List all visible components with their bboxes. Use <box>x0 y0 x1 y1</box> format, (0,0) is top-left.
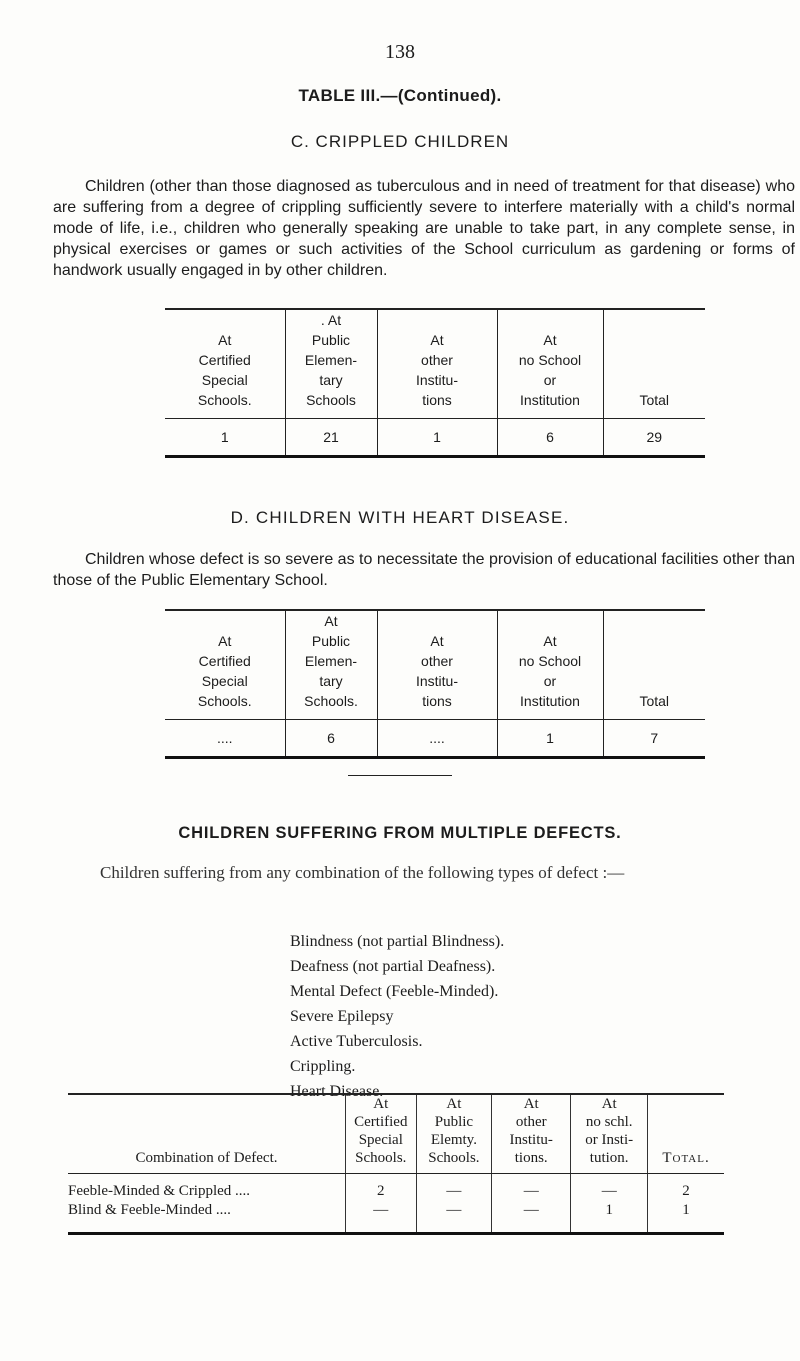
header-line: tution. <box>589 1150 629 1166</box>
header-line: Elemty. <box>430 1132 477 1148</box>
header-line: At <box>373 1096 389 1112</box>
header-line: Combination of Defect. <box>135 1150 278 1166</box>
header-line: Institution <box>520 693 580 709</box>
header-line: Public <box>311 332 351 348</box>
header-line: other <box>421 352 453 368</box>
table-cell: 21 <box>285 419 377 457</box>
table-cell: — <box>492 1174 571 1202</box>
header-line: Total <box>639 392 670 408</box>
multiple-defects-heading: CHILDREN SUFFERING FROM MULTIPLE DEFECTS. <box>178 824 622 842</box>
header-line: other <box>515 1114 547 1130</box>
header-line: Institution <box>520 392 580 408</box>
table-cell: 2 <box>345 1174 416 1202</box>
header-line: Elemen- <box>304 352 358 368</box>
column-header <box>345 1094 416 1174</box>
table-cell: 1 <box>648 1201 724 1234</box>
header-line: Schools. <box>304 693 358 709</box>
header-line: Special <box>201 673 248 689</box>
header-line: no School <box>518 352 582 368</box>
table-cell: 2 <box>648 1174 724 1202</box>
table-cell: 1 <box>571 1201 648 1234</box>
crippled-children-table <box>165 308 705 458</box>
header-line: Certified <box>354 1114 408 1130</box>
table-cell: — <box>345 1201 416 1234</box>
table-cell: 6 <box>497 419 603 457</box>
table-cell: 1 <box>497 720 603 758</box>
column-header <box>497 309 603 419</box>
table-cell: 7 <box>603 720 705 758</box>
header-line: Total. <box>662 1150 710 1166</box>
header-line: Schools <box>306 392 356 408</box>
column-header <box>377 309 497 419</box>
header-line: At <box>430 332 444 348</box>
header-line: At <box>543 633 557 649</box>
column-header <box>416 1094 491 1174</box>
header-line: tions <box>422 392 452 408</box>
header-line: no schl. <box>585 1114 633 1130</box>
column-header <box>377 610 497 720</box>
row-label: Feeble-Minded & Crippled .... <box>68 1183 251 1199</box>
header-line: Institu- <box>509 1132 553 1148</box>
page-number: 138 <box>385 41 415 63</box>
column-header <box>571 1094 648 1174</box>
header-line: no School <box>518 653 582 669</box>
table-cell: .... <box>377 720 497 758</box>
header-line: . At <box>320 312 342 328</box>
header-line: At <box>218 633 232 649</box>
section-divider <box>348 775 452 776</box>
table-row <box>68 1174 724 1202</box>
section-d-paragraph: Children whose defect is so severe as to necessitate the provision of educational facilities other than those of the Public Elementary School. <box>53 551 795 589</box>
header-line: Special <box>201 372 248 388</box>
table-cell: 1 <box>165 419 285 457</box>
defect-type-list <box>290 929 504 1104</box>
table-cell: — <box>416 1201 491 1234</box>
header-line: tions. <box>514 1150 548 1166</box>
list-item: Deafness (not partial Deafness). <box>290 958 496 975</box>
header-line: Schools. <box>197 693 252 709</box>
table-cell: 29 <box>603 419 705 457</box>
header-line: At <box>543 332 557 348</box>
header-line: or <box>543 372 557 388</box>
header-line: Schools. <box>355 1150 407 1166</box>
column-header <box>603 610 705 720</box>
list-item: Mental Defect (Feeble-Minded). <box>290 983 499 1000</box>
list-item: Severe Epilepsy <box>290 1008 394 1025</box>
row-label: Blind & Feeble-Minded .... <box>68 1201 345 1234</box>
heart-disease-table <box>165 609 705 759</box>
table-cell: 6 <box>285 720 377 758</box>
column-header <box>285 610 377 720</box>
column-header <box>603 309 705 419</box>
column-header <box>497 610 603 720</box>
list-item: Crippling. <box>290 1058 356 1075</box>
header-line: tions <box>422 693 452 709</box>
header-line: Institu- <box>415 372 458 388</box>
column-header <box>648 1094 724 1174</box>
header-line: At <box>446 1096 462 1112</box>
column-header <box>68 1094 345 1174</box>
table-cell: — <box>571 1174 648 1202</box>
multiple-defects-table <box>68 1093 724 1235</box>
header-line: At <box>523 1096 539 1112</box>
header-line: Special <box>358 1132 403 1148</box>
header-line: Certified <box>198 653 251 669</box>
column-header <box>492 1094 571 1174</box>
header-line: Institu- <box>415 673 458 689</box>
header-line: other <box>421 653 453 669</box>
table-header-row <box>165 309 705 419</box>
table-cell: — <box>416 1174 491 1202</box>
table-row <box>68 1201 724 1234</box>
section-d-heading: D. CHILDREN WITH HEART DISEASE. <box>230 508 570 527</box>
list-item: Blindness (not partial Blindness). <box>290 933 505 950</box>
header-line: At <box>601 1096 617 1112</box>
table-cell: — <box>492 1201 571 1234</box>
header-line: At <box>324 613 338 629</box>
multiple-defects-intro: Children suffering from any combination of the following types of defect :— <box>100 863 625 882</box>
header-line: or Insti- <box>585 1132 634 1148</box>
header-line: Certified <box>198 352 251 368</box>
column-header <box>165 610 285 720</box>
list-item: Active Tuberculosis. <box>290 1033 423 1050</box>
header-line: tary <box>319 673 343 689</box>
header-line: Elemen- <box>304 653 358 669</box>
table-title: TABLE III.—(Continued). <box>298 86 502 105</box>
column-header <box>285 309 377 419</box>
header-line: Schools. <box>197 392 252 408</box>
column-header <box>165 309 285 419</box>
header-line: Public <box>311 633 351 649</box>
table-header-row <box>165 610 705 720</box>
header-line: At <box>430 633 444 649</box>
table-row <box>165 419 705 457</box>
header-line: tary <box>319 372 343 388</box>
table-cell: .... <box>165 720 285 758</box>
table-header-row <box>68 1094 724 1174</box>
header-line: Total <box>639 693 670 709</box>
list-item: Heart Disease. <box>290 1083 384 1100</box>
section-c-heading: C. CRIPPLED CHILDREN <box>290 132 510 151</box>
header-line: Public <box>434 1114 474 1130</box>
table-row <box>165 720 705 758</box>
header-line: or <box>543 673 557 689</box>
header-line: Schools. <box>428 1150 480 1166</box>
table-cell: 1 <box>377 419 497 457</box>
header-line: At <box>218 332 232 348</box>
section-c-paragraph: Children (other than those diagnosed as tuberculous and in need of treatment for that disease) who are suffering from a degree of crippling sufficiently severe to interfere materially with a child's normal mode of life, i.e., children who generally speaking are unable to take part, in any complete sense, in physical exercises or games or such activities of the School curriculum as gardening or forms of handwork usually engaged in by other children. <box>53 178 795 279</box>
